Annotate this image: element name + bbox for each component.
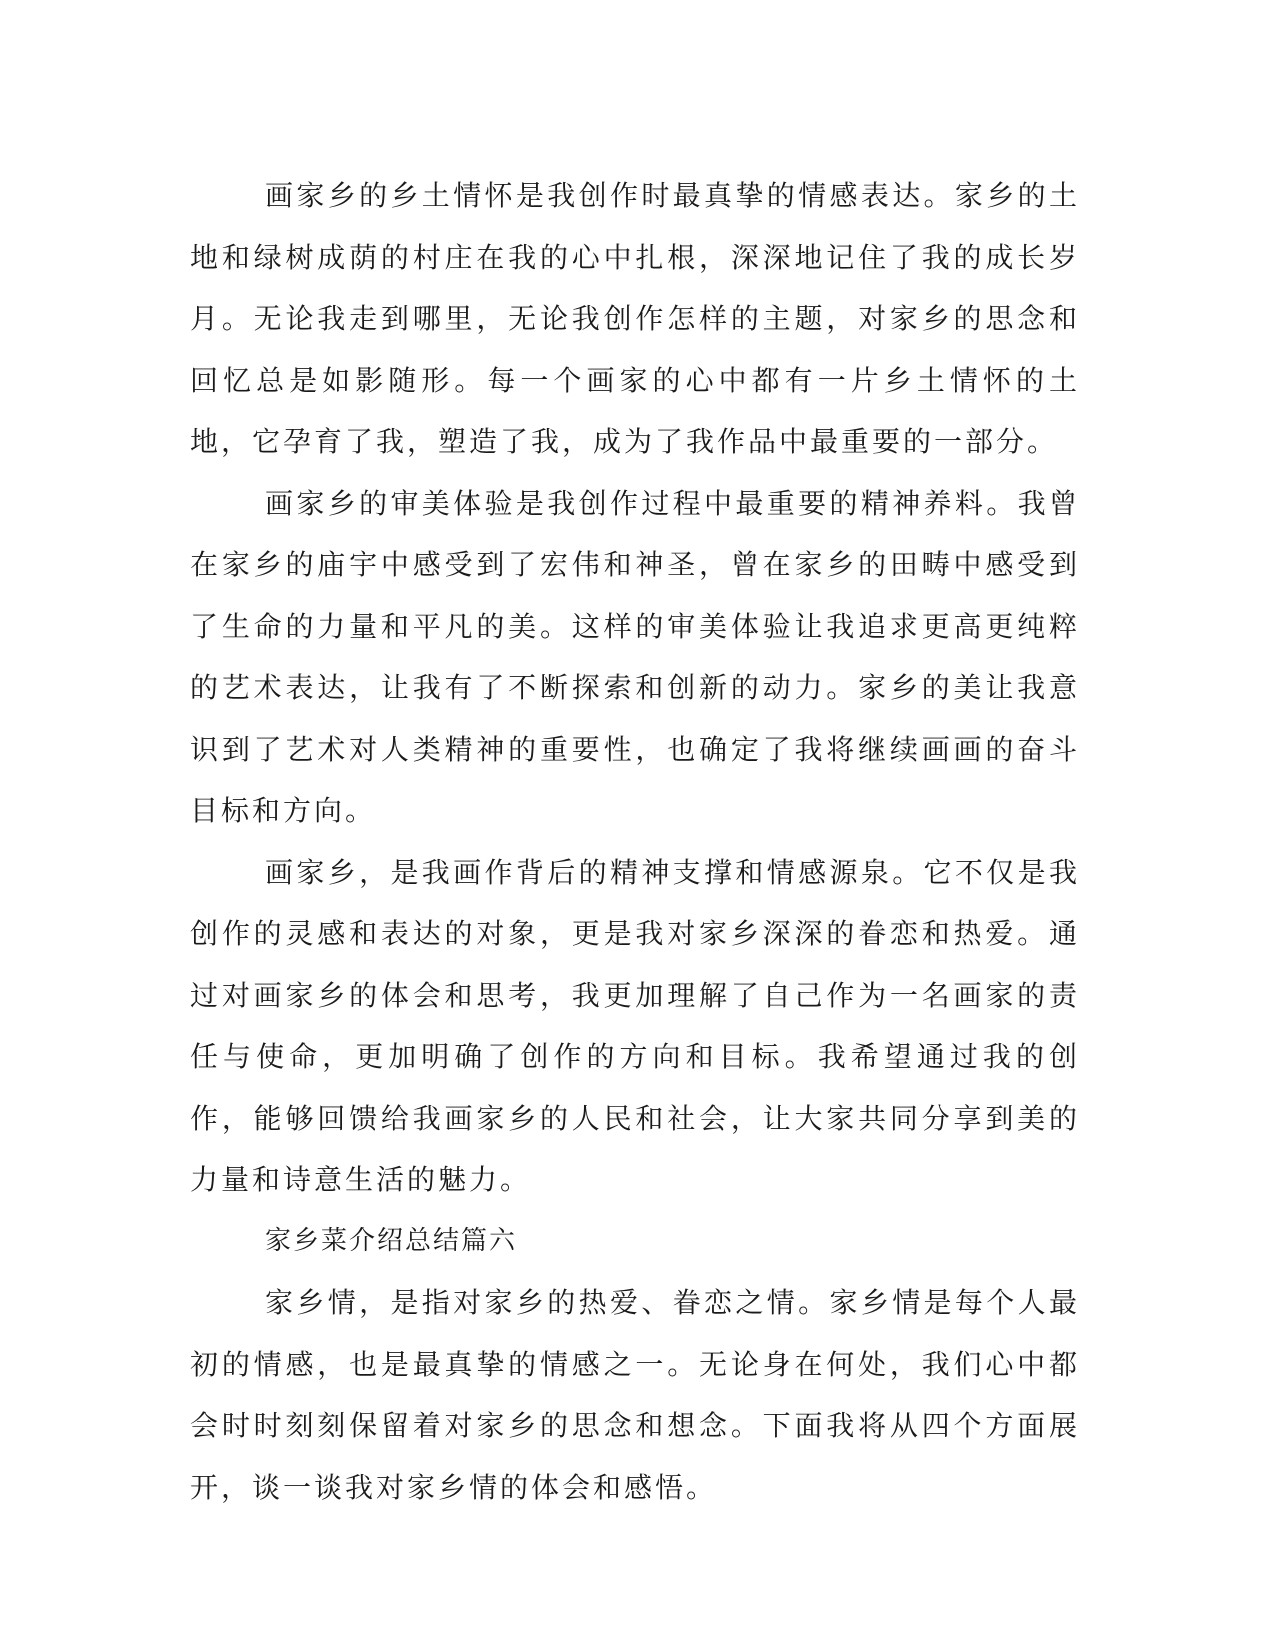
paragraph-aesthetic-experience: 画家乡的审美体验是我创作过程中最重要的精神养料。我曾在家乡的庙宇中感受到了宏伟和神圣，曾在家乡的田畴中感受到了生命的力量和平凡的美。这样的审美体验让我追求更高更纯粹的艺术表达，让我有了不断探索和创新的动力。家乡的美让我意识到了艺术对人类精神的重要性，也确定了我将继续画画的奋斗目标和方向。 <box>190 486 1080 827</box>
paragraph-hometown-feeling: 家乡情，是指对家乡的热爱、眷恋之情。家乡情是每个人最初的情感，也是最真挚的情感之一。无论身在何处，我们心中都会时时刻刻保留着对家乡的思念和想念。下面我将从四个方面展开，谈一谈我对家乡情的体会和感悟。 <box>190 1286 1080 1504</box>
paragraph-spiritual-support: 画家乡，是我画作背后的精神支撑和情感源泉。它不仅是我创作的灵感和表达的对象，更是我对家乡深深的眷恋和热爱。通过对画家乡的体会和思考，我更加理解了自己作为一名画家的责任与使命，更加明确了创作的方向和目标。我希望通过我的创作，能够回馈给我画家乡的人民和社会，让大家共同分享到美的力量和诗意生活的魅力。 <box>190 855 1080 1196</box>
section-heading: 家乡菜介绍总结篇六 <box>265 1225 518 1256</box>
paragraph-hometown-sentiment: 画家乡的乡土情怀是我创作时最真挚的情感表达。家乡的土地和绿树成荫的村庄在我的心中扎根，深深地记住了我的成长岁月。无论我走到哪里，无论我创作怎样的主题，对家乡的思念和回忆总是如影随形。每一个画家的心中都有一片乡土情怀的土地，它孕育了我，塑造了我，成为了我作品中最重要的一部分。 <box>190 179 1080 458</box>
document-body <box>190 165 1080 1518</box>
